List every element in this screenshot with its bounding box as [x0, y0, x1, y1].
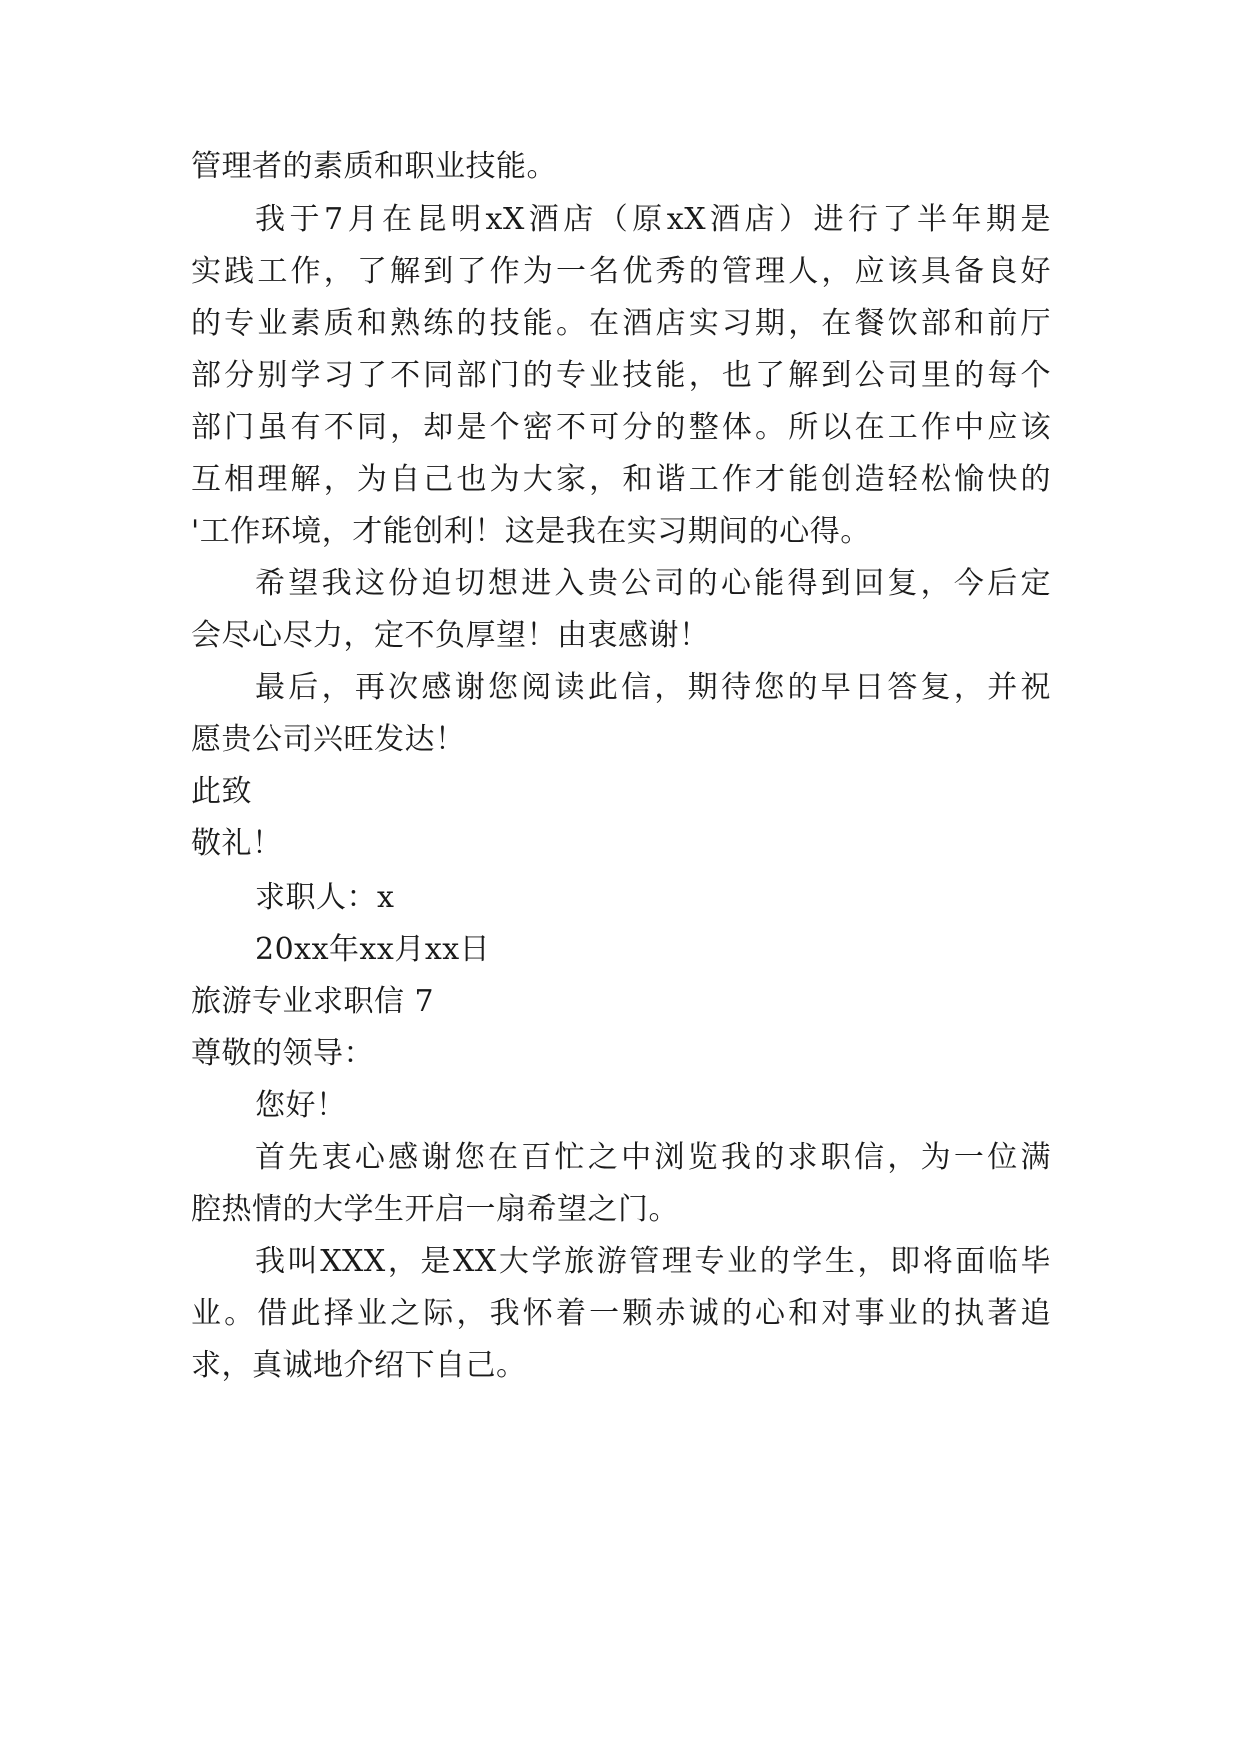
text-line: 会尽心尽力，定不负厚望！由衷感谢！: [191, 618, 710, 653]
greeting: 您好！: [255, 1088, 347, 1123]
text-line: 实践工作，了解到了作为一名优秀的管理人，应该具备良好: [191, 254, 1051, 289]
text-line: 业。借此择业之际，我怀着一颗赤诚的心和对事业的执著追: [191, 1296, 1051, 1331]
section-title: 旅游专业求职信 7: [191, 984, 435, 1019]
date-line: 20xx年xx月xx日: [255, 932, 491, 967]
text-line: 的专业素质和熟练的技能。在酒店实习期，在餐饮部和前厅: [191, 306, 1051, 341]
paragraph-first-line: 最后，再次感谢您阅读此信，期待您的早日答复，并祝: [255, 670, 1051, 705]
salutation: 尊敬的领导：: [191, 1036, 374, 1071]
text-line: 部分别学习了不同部门的专业技能，也了解到公司里的每个: [191, 358, 1051, 393]
paragraph-first-line: 我叫XXX，是XX大学旅游管理专业的学生，即将面临毕: [255, 1244, 1051, 1279]
text-line: 腔热情的大学生开启一扇希望之门。: [191, 1192, 679, 1227]
closing-salutation: 敬礼！: [191, 826, 283, 861]
signature-line: 求职人：x: [255, 880, 395, 915]
text-line: 管理者的素质和职业技能。: [191, 149, 557, 184]
text-line: 求，真诚地介绍下自己。: [191, 1348, 527, 1383]
text-line: 互相理解，为自己也为大家，和谐工作才能创造轻松愉快的: [191, 462, 1051, 497]
paragraph-first-line: 我于7月在昆明xX酒店（原xX酒店）进行了半年期是: [255, 202, 1051, 237]
text-line: '工作环境，才能创利！这是我在实习期间的心得。: [191, 514, 871, 549]
closing-line: 此致: [191, 774, 252, 809]
paragraph-first-line: 首先衷心感谢您在百忙之中浏览我的求职信，为一位满: [255, 1140, 1051, 1175]
text-line: 愿贵公司兴旺发达！: [191, 722, 466, 757]
paragraph-first-line: 希望我这份迫切想进入贵公司的心能得到回复，今后定: [255, 566, 1051, 601]
text-line: 部门虽有不同，却是个密不可分的整体。所以在工作中应该: [191, 410, 1051, 445]
